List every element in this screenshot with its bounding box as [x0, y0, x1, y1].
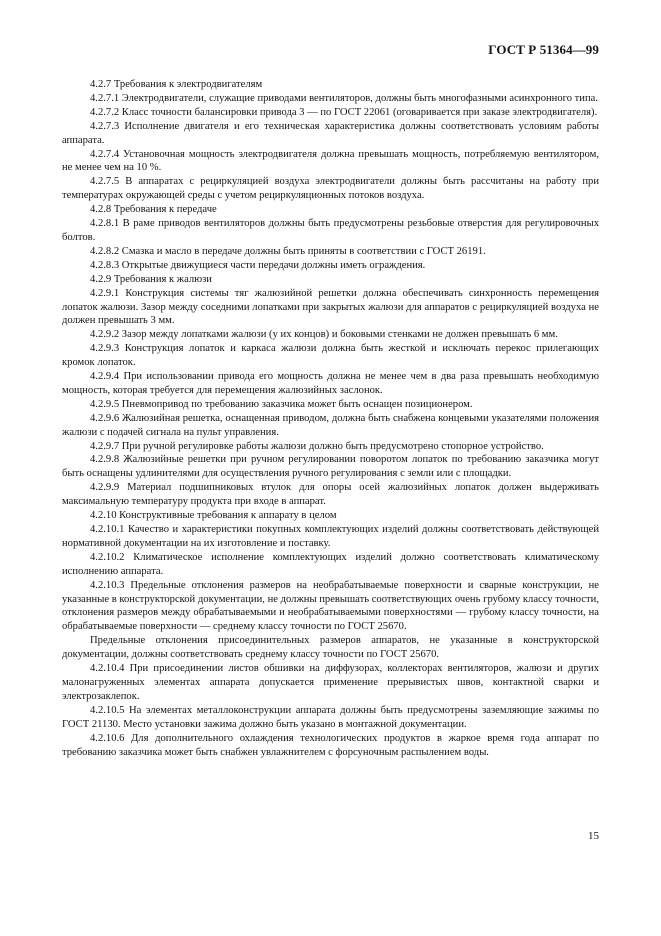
heading-4-2-8: 4.2.8 Требования к передаче	[90, 204, 217, 216]
paragraph-4-2-7-2: 4.2.7.2 Класс точности балансировки привода 3 — по ГОСТ 22061 (оговаривается при заказе электродвигателя).	[90, 106, 598, 118]
heading-4-2-10: 4.2.10 Конструктивные требования к аппарату в целом	[90, 510, 337, 522]
paragraph-4-2-7-5: 4.2.7.5 В аппаратах с рециркуляцией воздуха электродвигатели должны быть рассчитаны на работу при температурах окружающей среды с учетом рециркуляционных потоков воздуха.	[62, 176, 599, 202]
paragraph-4-2-10-2: 4.2.10.2 Климатическое исполнение комплектующих изделий должно соответствовать климатическому исполнению аппарата.	[62, 551, 599, 577]
paragraph-4-2-8-3: 4.2.8.3 Открытые движущиеся части передачи должны иметь ограждения.	[90, 259, 426, 271]
heading-4-2-7: 4.2.7 Требования к электродвигателям	[90, 79, 263, 90]
paragraph-4-2-9-4: 4.2.9.4 При использовании привода его мощность должна не менее чем в два раза превышать необходимую мощность, которая требуется для перемещения жалюзийных заслонок.	[62, 371, 599, 396]
standard-header: ГОСТ Р 51364—99	[488, 42, 599, 57]
paragraph-4-2-9-8: 4.2.9.8 Жалюзийные решетки при ручном регулировании поворотом лопаток по требованию заказчика могут быть оснащены удлинителями для осуществления ручного регулирования с земли или с площадки.	[62, 454, 599, 480]
paragraph-4-2-10-6: 4.2.10.6 Для дополнительного охлаждения технологических продуктов в жаркое время года аппарат по требованию заказчика может быть снабжен увлажнителем с форсуночным распылением воды.	[62, 732, 599, 758]
paragraph-4-2-10-5: 4.2.10.5 На элементах металлоконструкции аппарата должны быть предусмотрены заземляющие зажимы по ГОСТ 21130. Место установки зажима должно быть указано в монтажной документации.	[62, 704, 599, 730]
document-body	[62, 78, 599, 759]
paragraph-4-2-8-1: 4.2.8.1 В раме приводов вентиляторов должны быть предусмотрены резьбовые отверстия для регулировочных болтов.	[62, 218, 599, 243]
paragraph-4-2-9-7: 4.2.9.7 При ручной регулировке работы жалюзи должно быть предусмотрено стопорное устройство.	[90, 440, 544, 452]
paragraph-4-2-10-4: 4.2.10.4 При присоединении листов обшивки на диффузорах, коллекторах вентиляторов, жалюзи и других малонагруженных элементах аппарата допускается применение прерывистых швов, контактной сварки и электрозаклепок.	[62, 663, 599, 702]
paragraph-4-2-7-4: 4.2.7.4 Установочная мощность электродвигателя должна превышать мощность, потребляемую вентилятором, не менее чем на 10 %.	[62, 148, 599, 174]
paragraph-4-2-8-2: 4.2.8.2 Смазка и масло в передаче должны быть приняты в соответствии с ГОСТ 26191.	[90, 245, 486, 257]
paragraph-4-2-10-3-cont: Предельные отклонения присоединительных размеров аппаратов, не указанные в конструкторской документации, должны соответствовать среднему классу точности по ГОСТ 25670.	[62, 635, 599, 661]
paragraph-4-2-10-1: 4.2.10.1 Качество и характеристики покупных комплектующих изделий должны соответствовать действующей нормативной документации на их изготовление и поставку.	[62, 524, 599, 549]
paragraph-4-2-10-3: 4.2.10.3 Предельные отклонения размеров на необрабатываемые поверхности и сварные конструкции, не указанные в конструкторской документации, не должны превышать соответствующих очень грубому классу точности, отклонения размеров между обрабатываемыми и необрабатываемыми поверхностями — грубому классу точности, на обрабатываемые поверхности — среднему классу точности по ГОСТ 25670.	[62, 579, 599, 633]
paragraph-4-2-7-3: 4.2.7.3 Исполнение двигателя и его техническая характеристика должны соответствовать условиям работы аппарата.	[62, 120, 599, 146]
paragraph-4-2-9-1: 4.2.9.1 Конструкция системы тяг жалюзийной решетки должна обеспечивать синхронность перемещения лопаток жалюзи. Зазор между соседними лопатками при закрытых жалюзи для аппаратов с рециркуляцией воздуха не должен превышать 3 мм.	[62, 287, 599, 327]
paragraph-4-2-9-3: 4.2.9.3 Конструкция лопаток и каркаса жалюзи должна быть жесткой и исключать перекос прилегающих кромок лопаток.	[62, 343, 599, 369]
paragraph-4-2-7-1: 4.2.7.1 Электродвигатели, служащие приводами вентиляторов, должны быть многофазными асинхронного типа.	[90, 92, 598, 104]
paragraph-4-2-9-5: 4.2.9.5 Пневмопривод по требованию заказчика может быть оснащен позиционером.	[90, 398, 473, 410]
paragraph-4-2-9-2: 4.2.9.2 Зазор между лопатками жалюзи (у их концов) и боковыми стенками не должен превышать 6 мм.	[90, 329, 558, 341]
paragraph-4-2-9-6: 4.2.9.6 Жалюзийная решетка, оснащенная приводом, должна быть снабжена концевыми указателями положения жалюзи с подачей сигнала на пульт управления.	[62, 412, 599, 438]
heading-4-2-9: 4.2.9 Требования к жалюзи	[90, 273, 212, 285]
page-number: 15	[588, 830, 599, 842]
paragraph-4-2-9-9: 4.2.9.9 Материал подшипниковых втулок для опоры осей жалюзийных лопаток должен выдерживать максимальную температуру продукта при входе в аппарат.	[62, 482, 599, 508]
